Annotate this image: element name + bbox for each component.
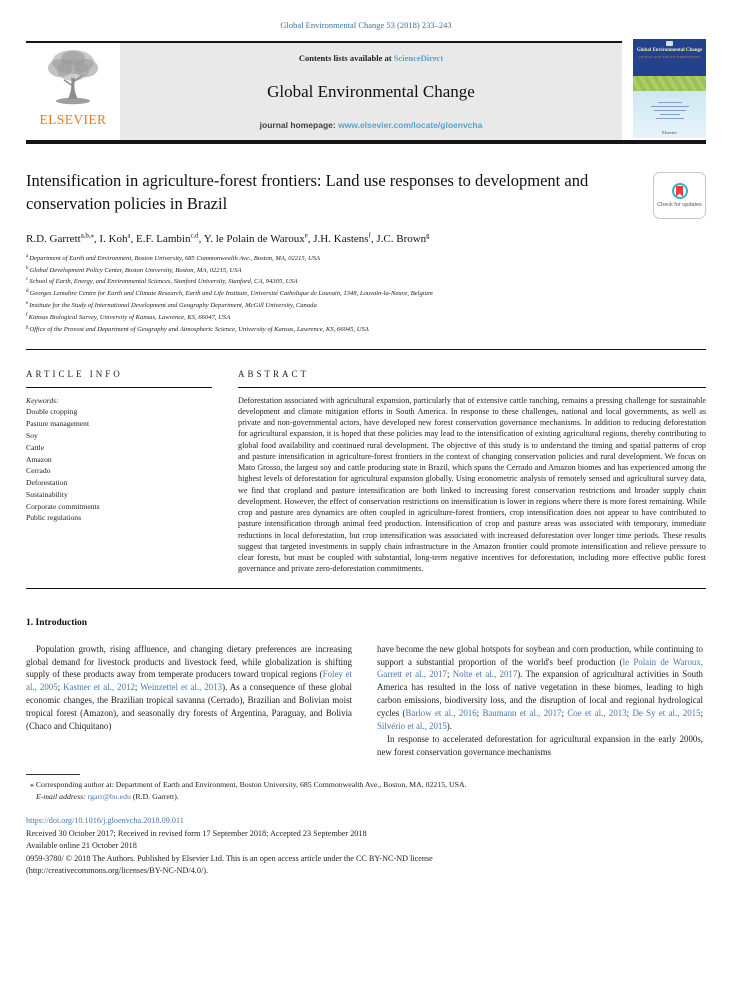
- cover-publisher: Elsevier: [662, 130, 677, 135]
- intro-paragraph-2: In response to accelerated deforestation for agricultural expansion in the early 2000s, new forest conservation governance mechanisms: [377, 734, 703, 757]
- copyright-line: 0959-3780/ © 2018 The Authors. Published by Elsevier Ltd. This is an open access article under the CC BY-NC-ND license: [26, 853, 433, 863]
- crossmark-icon: [672, 183, 688, 199]
- citation-link[interactable]: Weinzettel et al., 2013: [140, 682, 223, 693]
- article-info-heading: ARTICLE INFO: [26, 368, 123, 379]
- text-segment: ;: [626, 708, 633, 719]
- text-segment: ;: [57, 682, 64, 693]
- keyword: Double cropping: [26, 407, 78, 417]
- author: J.C. Brown$^g$: [376, 232, 430, 245]
- body-column-right: [377, 643, 703, 759]
- citation-link[interactable]: Foley et al., 2005: [26, 669, 353, 693]
- affiliation: $^g$Office of the Provost and Department of Geography and Atmospheric Science, University of Kansas, Lawrence, KS, 66045, USA: [26, 324, 369, 333]
- keyword: Sustainability: [26, 489, 68, 499]
- section-divider: [26, 349, 706, 350]
- journal-header: [26, 41, 706, 140]
- article-info-column: [26, 369, 212, 575]
- email-label: E-mail address:: [36, 791, 88, 801]
- journal-cover-thumbnail[interactable]: [633, 39, 706, 138]
- cover-editor-lines: [633, 102, 706, 120]
- introduction-section: [26, 618, 706, 759]
- keyword: Cattle: [26, 442, 45, 452]
- cover-subtitle: HUMAN AND POLICY DIMENSIONS: [639, 55, 700, 59]
- title-block: [26, 169, 706, 219]
- text-segment: have become the new global hotspots for soybean and corn production, while continuing to support a substantial proportion of the world's beef production (: [377, 643, 703, 667]
- author: R.D. Garrett$^{a,b,⁎}$,: [26, 232, 100, 245]
- corresponding-author-note: ⁎ Corresponding author at: Department of Earth and Environment, Boston University, 685 Commonwealth Ave., Boston, MA, 02215, USA.: [30, 779, 467, 789]
- keyword-list: [26, 406, 212, 524]
- cover-body: [633, 91, 706, 138]
- text-segment: ;: [446, 669, 453, 680]
- introduction-heading: 1. Introduction: [26, 617, 88, 628]
- abstract-rule: [238, 387, 706, 388]
- author: Y. le Polain de Waroux$^e$,: [203, 232, 314, 245]
- intro-paragraph-1-continued: [377, 643, 703, 733]
- cover-title: Global Environmental Change: [636, 48, 703, 53]
- affiliation: $^c$School of Earth, Energy, and Environmental Sciences, Stanford University, Stanford, CA, 94305, USA: [26, 277, 298, 286]
- text-segment: ;: [134, 682, 141, 693]
- journal-header-main: [26, 41, 622, 140]
- affiliation: $^d$Georges Lemaître Centre for Earth and Climate Research, Earth and Life Institute, Université Catholique de Louvain, 1348, Louvain-la-Neuve, Belgium: [26, 289, 433, 298]
- affiliation: $^a$Department of Earth and Environment, Boston University, 685 Commonwealth Ave., Boston, MA, 02215, USA: [26, 253, 321, 262]
- citation-link[interactable]: De Sy et al., 2015: [632, 708, 701, 719]
- citation-link[interactable]: Baumann et al., 2017: [482, 708, 562, 719]
- homepage-prefix: journal homepage:: [259, 120, 339, 130]
- citation-link[interactable]: Barlow et al., 2016: [405, 708, 477, 719]
- text-segment: ).: [446, 721, 452, 732]
- keyword: Amazon: [26, 454, 52, 464]
- text-segment: ). The expansion of agricultural activities in South America has resulted in the loss of native vegetation in these biomes, leading to high carbon emissions, biodiversity loss, and the disruption of local and regional hydrological cycles (: [377, 669, 703, 719]
- citation-link[interactable]: Silvério et al., 2015: [377, 721, 447, 732]
- intro-paragraph-1: [26, 643, 352, 733]
- abstract-text: Deforestation associated with agricultural expansion, particularly that of extensive cattle ranching, remains a pressing challenge for sustainable development and climate mitigation efforts in South America. In response to these challenges, national and local governments, as well as private and non-governmental actors, have developed new forest conservation governance mechanisms. In addition to reducing deforestation for agricultural expansion, it is hoped that these policies may lead to the intensification of existing agricultural regions, thereby contributing to global food availability and continued rural development. The objective of this study is to understand the timing and spatial patterns of crop and pasture intensification in agriculture-forest frontiers in the context of changing conservation policies and rural development. We focus on Mato Grosso, the largest soy and cattle producing state in Brazil, which spans the Cerrado and Amazon biomes and has experienced among the highest levels of deforestation for agricultural expansion globally. Using econometric analysis of remotely sensed and agricultural survey data, we find that cropland and pasture intensification are both linked to increasing forest conservation restrictions and broader supply chain development. However, the effect of conservation restrictions on intensification is lower in regions where there is more forest remaining. While crop and pasture area dynamics are often coupled in agriculture-forest frontiers, crop intensification does not appear to have contributed to pasture intensification through animal feed production. Intensification of crop and pasture areas was associated with temporary, immediate reductions in local deforestation, but crop intensification was associated with increased deforestation over longer time periods. These results suggest that targeted investments in supply chain infrastructure in the Amazon frontier could promote intensification and relieve pressure to clear forests, but must be coupled with substantial, long-term negative incentives for deforestation, including more effective public forest governance and private zero-deforestation commitments.: [238, 395, 706, 574]
- footnote-block: [26, 774, 706, 802]
- article-info-rule: [26, 387, 212, 388]
- journal-homepage-link[interactable]: www.elsevier.com/locate/gloenvcha: [338, 120, 483, 130]
- keywords-label: Keywords:: [26, 395, 59, 405]
- keyword: Pasture management: [26, 419, 90, 429]
- email-link[interactable]: rgarr@bu.edu: [87, 791, 131, 801]
- text-segment: ). As a consequence of these global economic changes, the Brazilian tropical savanna (Cerrado), Brazilian and Bolivian moist tropical forest (Amazon), and seasonally dry forests of Argentina, Paraguay, and Bolivia (Chaco and Chiquitano): [26, 682, 353, 732]
- license-url: (http://creativecommons.org/licenses/BY-NC-ND/4.0/).: [26, 866, 208, 876]
- journal-title: Global Environmental Change: [267, 81, 475, 101]
- article-footer: [26, 815, 706, 877]
- keyword: Deforestation: [26, 478, 68, 488]
- text-segment: ;: [700, 708, 704, 719]
- citation-link[interactable]: Coe et al., 2013: [567, 708, 627, 719]
- doi-link[interactable]: https://doi.org/10.1016/j.gloenvcha.2018.09.011: [26, 816, 184, 826]
- abstract-bottom-divider: [26, 588, 706, 589]
- body-columns: [26, 643, 706, 759]
- text-segment: ;: [476, 708, 483, 719]
- affiliation: $^b$Global Development Policy Center, Boston University, Boston, MA, 02215, USA: [26, 265, 242, 274]
- contents-line: [126, 53, 616, 63]
- contents-prefix: Contents lists available at: [298, 53, 394, 63]
- cover-emblem-icon: [666, 41, 673, 46]
- check-for-updates-badge[interactable]: [653, 172, 706, 219]
- elsevier-tree-icon: [42, 46, 104, 115]
- citation-link[interactable]: le Polain de Waroux, Garrett et al., 2017: [377, 656, 703, 680]
- abstract-heading: ABSTRACT: [238, 368, 310, 379]
- citation-link[interactable]: Kastner et al., 2012: [63, 682, 135, 693]
- keyword: Public regulations: [26, 513, 82, 523]
- check-for-updates-label: Check for updates: [657, 201, 702, 208]
- text-segment: ;: [561, 708, 568, 719]
- info-abstract-section: [26, 369, 706, 575]
- header-divider-bar: [26, 140, 706, 144]
- author: I. Koh$^a$,: [99, 232, 137, 245]
- sciencedirect-link[interactable]: ScienceDirect: [393, 53, 444, 63]
- journal-cover-header: [633, 39, 706, 76]
- running-head-citation: Global Environmental Change 53 (2018) 233–243: [280, 20, 452, 30]
- available-online: Available online 21 October 2018: [26, 841, 137, 851]
- text-segment: Population growth, rising affluence, and changing dietary preferences are increasing global demand for livestock products and livestock feed, while globalization is shifting supply of these products away from temperate producers toward tropical regions (: [26, 643, 352, 680]
- article-title: Intensification in agriculture-forest frontiers: Land use responses to development and conservation policies in Brazil: [26, 171, 589, 214]
- email-line: [36, 791, 706, 803]
- author: E.F. Lambin$^{c,d}$,: [136, 232, 204, 245]
- keyword: Corporate commitments: [26, 501, 100, 511]
- elsevier-wordmark: ELSEVIER: [39, 112, 107, 127]
- cover-green-band: [633, 76, 706, 91]
- affiliation: $^f$Kansas Biological Survey, University of Kansas, Lawrence, KS, 66047, USA: [26, 312, 231, 322]
- keyword: Soy: [26, 430, 38, 440]
- keyword: Cerrado: [26, 466, 51, 476]
- author-list: [26, 231, 706, 245]
- citation-link[interactable]: Nolte et al., 2017: [452, 669, 518, 680]
- body-column-left: [26, 643, 352, 759]
- footnote-divider: [26, 774, 80, 775]
- elsevier-logo[interactable]: [26, 43, 120, 140]
- journal-banner: [120, 43, 622, 140]
- affiliation: $^e$Institute for the Study of International Development and Geography Department, McGill University, Canada: [26, 301, 317, 310]
- author: J.H. Kastens$^f$,: [313, 232, 377, 245]
- affiliation-list: [26, 253, 706, 336]
- email-suffix: (R.D. Garrett).: [130, 791, 179, 801]
- abstract-column: [238, 369, 706, 575]
- homepage-line: [126, 120, 616, 130]
- received-dates: Received 30 October 2017; Received in revised form 17 September 2018; Accepted 23 September 2018: [26, 828, 367, 838]
